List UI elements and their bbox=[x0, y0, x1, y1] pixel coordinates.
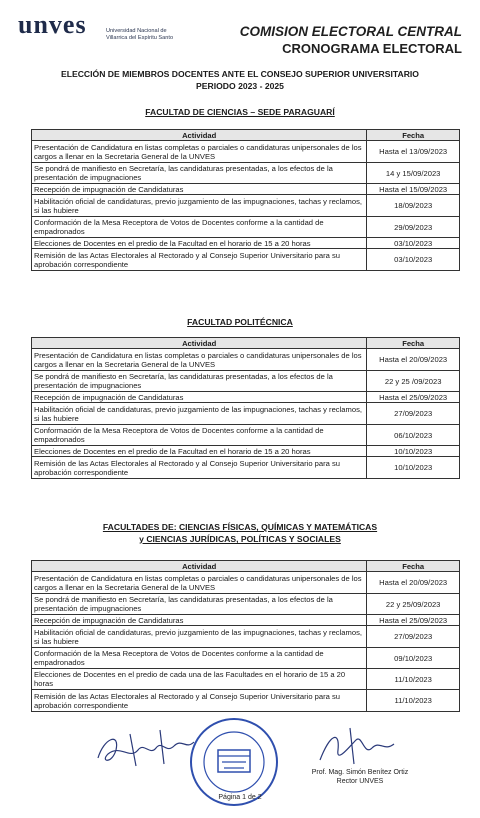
date-cell: 18/09/2023 bbox=[367, 195, 460, 217]
activity-cell: Habilitación oficial de candidaturas, previo juzgamiento de las impugnaciones, tachas y reclamos, si las hubiere bbox=[32, 403, 367, 425]
column-header-fecha: Fecha bbox=[367, 130, 460, 141]
date-cell: 27/09/2023 bbox=[367, 403, 460, 425]
table-row bbox=[32, 141, 460, 163]
section-heading bbox=[0, 316, 480, 328]
table-row bbox=[32, 669, 460, 690]
activity-cell: Conformación de la Mesa Receptora de Votos de Docentes conforme a la cantidad de empadronados bbox=[32, 425, 367, 446]
activity-cell: Presentación de Candidatura en listas completas o parciales o candidaturas unipersonales de los cargos a llenar en la Secretaria General de la UNVES bbox=[32, 141, 367, 163]
date-cell: Hasta el 25/09/2023 bbox=[367, 392, 460, 403]
table-row bbox=[32, 425, 460, 446]
date-cell: 29/09/2023 bbox=[367, 217, 460, 238]
table-row bbox=[32, 163, 460, 184]
date-cell: 22 y 25/09/2023 bbox=[367, 594, 460, 615]
activity-cell: Remisión de las Actas Electorales al Rectorado y al Consejo Superior Universitario para su aprobación correspondiente bbox=[32, 249, 367, 271]
schedule-table bbox=[31, 560, 460, 712]
header-schedule: CRONOGRAMA ELECTORAL bbox=[282, 41, 462, 56]
date-cell: 27/09/2023 bbox=[367, 626, 460, 648]
column-header-actividad: Actividad bbox=[32, 338, 367, 349]
column-header-actividad: Actividad bbox=[32, 130, 367, 141]
activity-cell: Habilitación oficial de candidaturas, previo juzgamiento de las impugnaciones, tachas y reclamos, si las hubiere bbox=[32, 195, 367, 217]
table-row bbox=[32, 615, 460, 626]
date-cell: Hasta el 20/09/2023 bbox=[367, 349, 460, 371]
table-row bbox=[32, 195, 460, 217]
signer-block bbox=[300, 768, 420, 786]
table-row bbox=[32, 594, 460, 615]
table-row bbox=[32, 446, 460, 457]
activity-cell: Presentación de Candidatura en listas completas o parciales o candidaturas unipersonales de los cargos a llenar en la Secretaria General de la UNVES bbox=[32, 572, 367, 594]
date-cell: Hasta el 25/09/2023 bbox=[367, 615, 460, 626]
table-row bbox=[32, 690, 460, 712]
header-commission: COMISION ELECTORAL CENTRAL bbox=[239, 24, 462, 39]
activity-cell: Se pondrá de manifiesto en Secretaría, las candidaturas presentadas, a los efectos de la presentación de impugnaciones bbox=[32, 594, 367, 615]
activity-cell: Conformación de la Mesa Receptora de Votos de Docentes conforme a la cantidad de empadronados bbox=[32, 648, 367, 669]
signer-name: Prof. Mag. Simón Benítez Ortiz bbox=[311, 769, 409, 776]
table-header-row bbox=[32, 130, 460, 141]
date-cell: Hasta el 20/09/2023 bbox=[367, 572, 460, 594]
column-header-fecha: Fecha bbox=[367, 561, 460, 572]
date-cell: Hasta el 13/09/2023 bbox=[367, 141, 460, 163]
schedule-table bbox=[31, 337, 460, 479]
table-row bbox=[32, 626, 460, 648]
table-row bbox=[32, 184, 460, 195]
activity-cell: Elecciones de Docentes en el predio de cada una de las Facultades en el horario de 15 a 20 horas bbox=[32, 669, 367, 690]
date-cell: 10/10/2023 bbox=[367, 457, 460, 479]
activity-cell: Remisión de las Actas Electorales al Rectorado y al Consejo Superior Universitario para su aprobación correspondiente bbox=[32, 690, 367, 712]
table-header-row bbox=[32, 561, 460, 572]
activity-cell: Se pondrá de manifiesto en Secretaría, las candidaturas presentadas, a los efectos de la presentación de impugnaciones bbox=[32, 163, 367, 184]
section-heading-line: FACULTAD POLITÉCNICA bbox=[187, 317, 293, 327]
activity-cell: Elecciones de Docentes en el predio de la Facultad en el horario de 15 a 20 horas bbox=[32, 238, 367, 249]
date-cell: Hasta el 15/09/2023 bbox=[367, 184, 460, 195]
activity-cell: Se pondrá de manifiesto en Secretaría, las candidaturas presentadas, a los efectos de la presentación de impugnaciones bbox=[32, 371, 367, 392]
date-cell: 10/10/2023 bbox=[367, 446, 460, 457]
table-row bbox=[32, 371, 460, 392]
section-heading-line: FACULTADES DE: CIENCIAS FÍSICAS, QUÍMICAS Y MATEMÁTICAS bbox=[102, 522, 378, 532]
schedule-table bbox=[31, 129, 460, 271]
date-cell: 14 y 15/09/2023 bbox=[367, 163, 460, 184]
table-row bbox=[32, 648, 460, 669]
section-heading-line: FACULTAD DE CIENCIAS – SEDE PARAGUARÍ bbox=[145, 107, 335, 117]
date-cell: 11/10/2023 bbox=[367, 690, 460, 712]
table-row bbox=[32, 392, 460, 403]
document-title bbox=[0, 68, 480, 92]
title-line-2: PERIODO 2023 - 2025 bbox=[196, 81, 284, 91]
document-header bbox=[240, 24, 462, 56]
date-cell: 03/10/2023 bbox=[367, 249, 460, 271]
date-cell: 22 y 25 /09/2023 bbox=[367, 371, 460, 392]
page-number: Página 1 de 2 bbox=[218, 794, 262, 801]
table-row bbox=[32, 349, 460, 371]
activity-cell: Recepción de impugnación de Candidaturas bbox=[32, 184, 367, 195]
column-header-actividad: Actividad bbox=[32, 561, 367, 572]
date-cell: 03/10/2023 bbox=[367, 238, 460, 249]
table-row bbox=[32, 249, 460, 271]
date-cell: 06/10/2023 bbox=[367, 425, 460, 446]
table-row bbox=[32, 572, 460, 594]
section-heading bbox=[0, 106, 480, 118]
activity-cell: Presentación de Candidatura en listas completas o parciales o candidaturas unipersonales de los cargos a llenar en la Secretaria General de la UNVES bbox=[32, 349, 367, 371]
logo-subtitle: Universidad Nacional de Villarrica del Espíritu Santo bbox=[106, 28, 174, 41]
table-row bbox=[32, 217, 460, 238]
table-row bbox=[32, 403, 460, 425]
section-heading-line: y CIENCIAS JURÍDICAS, POLÍTICAS Y SOCIALES bbox=[139, 534, 341, 544]
logo-wordmark: unves bbox=[18, 10, 87, 39]
signature-right bbox=[300, 726, 410, 766]
date-cell: 09/10/2023 bbox=[367, 648, 460, 669]
university-logo bbox=[18, 10, 188, 50]
title-line-1: ELECCIÓN DE MIEMBROS DOCENTES ANTE EL CONSEJO SUPERIOR UNIVERSITARIO bbox=[61, 69, 419, 79]
section-heading bbox=[0, 521, 480, 545]
activity-cell: Recepción de impugnación de Candidaturas bbox=[32, 615, 367, 626]
activity-cell: Elecciones de Docentes en el predio de la Facultad en el horario de 15 a 20 horas bbox=[32, 446, 367, 457]
activity-cell: Habilitación oficial de candidaturas, previo juzgamiento de las impugnaciones, tachas y reclamos, si las hubiere bbox=[32, 626, 367, 648]
table-row bbox=[32, 238, 460, 249]
column-header-fecha: Fecha bbox=[367, 338, 460, 349]
table-header-row bbox=[32, 338, 460, 349]
signer-role: Rector UNVES bbox=[336, 778, 384, 785]
activity-cell: Recepción de impugnación de Candidaturas bbox=[32, 392, 367, 403]
date-cell: 11/10/2023 bbox=[367, 669, 460, 690]
activity-cell: Conformación de la Mesa Receptora de Votos de Docentes conforme a la cantidad de empadronados bbox=[32, 217, 367, 238]
table-row bbox=[32, 457, 460, 479]
activity-cell: Remisión de las Actas Electorales al Rectorado y al Consejo Superior Universitario para su aprobación correspondiente bbox=[32, 457, 367, 479]
